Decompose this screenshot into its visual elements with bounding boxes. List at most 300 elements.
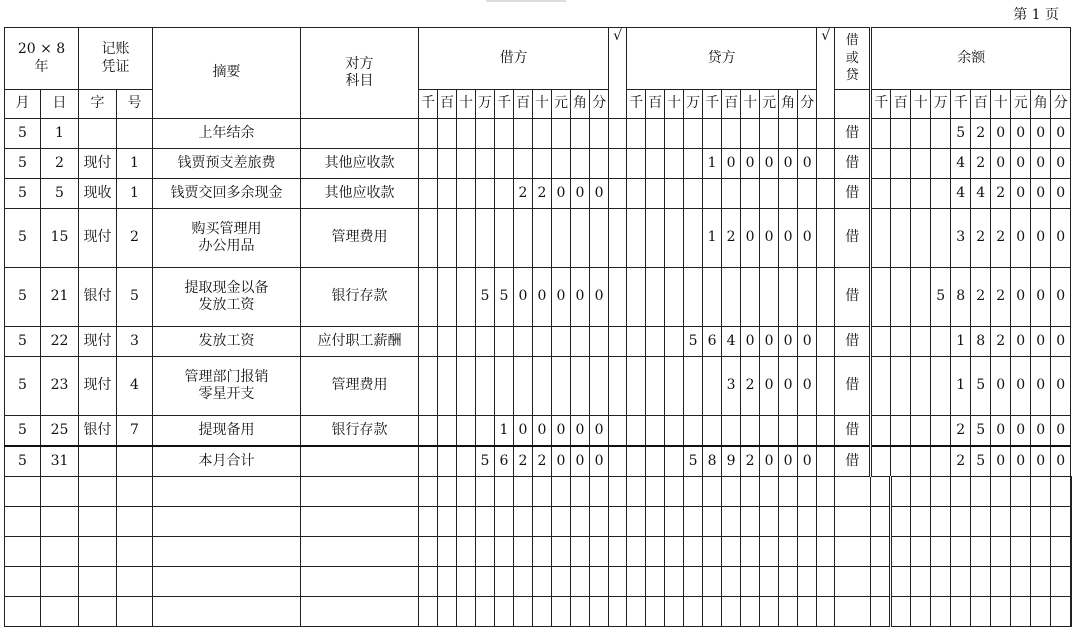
empty-cell	[741, 597, 760, 627]
check-cell-debit	[609, 209, 627, 268]
empty-cell	[722, 537, 741, 567]
empty-cell	[609, 597, 627, 627]
credit-digit	[703, 416, 722, 447]
empty-cell	[665, 597, 684, 627]
debit-digit	[533, 149, 552, 179]
direction-header: 借 或 贷	[835, 28, 871, 90]
empty-cell	[911, 567, 931, 597]
empty-cell	[798, 567, 817, 597]
empty-row	[5, 477, 1072, 507]
empty-cell	[871, 537, 891, 567]
empty-cell	[533, 597, 552, 627]
day-cell: 23	[41, 357, 79, 416]
debit-digit	[419, 446, 438, 477]
empty-cell	[646, 537, 665, 567]
credit-digit	[665, 357, 684, 416]
voucher-type-cell: 现付	[79, 149, 117, 179]
debit-digit	[419, 416, 438, 447]
credit-digit	[722, 119, 741, 149]
empty-cell	[760, 477, 779, 507]
empty-cell	[1011, 477, 1031, 507]
month-cell: 5	[5, 268, 41, 327]
day-cell: 21	[41, 268, 79, 327]
credit-digit	[722, 416, 741, 447]
debit-unit-3: 万	[476, 90, 495, 119]
balance-digit: 0	[1011, 268, 1031, 327]
credit-digit	[684, 268, 703, 327]
empty-cell	[703, 597, 722, 627]
credit-digit	[760, 268, 779, 327]
credit-digit	[646, 416, 665, 447]
credit-digit	[646, 357, 665, 416]
empty-cell	[665, 537, 684, 567]
debit-digit	[457, 179, 476, 209]
credit-digit	[684, 357, 703, 416]
balance-digit	[911, 119, 931, 149]
empty-cell	[1031, 567, 1051, 597]
empty-cell	[476, 507, 495, 537]
balance-digit: 0	[1011, 416, 1031, 447]
debit-digit	[495, 357, 514, 416]
empty-cell	[552, 477, 571, 507]
empty-cell	[153, 537, 301, 567]
check-header-debit: √	[609, 28, 627, 119]
balance-digit: 0	[1011, 446, 1031, 477]
empty-cell	[779, 537, 798, 567]
credit-unit-3: 万	[684, 90, 703, 119]
credit-unit-0: 千	[627, 90, 646, 119]
empty-cell	[552, 567, 571, 597]
empty-cell	[41, 507, 79, 537]
empty-cell	[457, 567, 476, 597]
debit-digit	[514, 119, 533, 149]
credit-digit	[627, 446, 646, 477]
empty-cell	[760, 597, 779, 627]
credit-digit	[741, 416, 760, 447]
credit-digit: 0	[741, 209, 760, 268]
credit-digit	[646, 446, 665, 477]
debit-unit-7: 元	[552, 90, 571, 119]
empty-cell	[891, 537, 911, 567]
balance-digit: 4	[951, 149, 971, 179]
credit-digit	[779, 268, 798, 327]
balance-digit: 0	[1031, 327, 1051, 357]
voucher-group-header: 记账 凭证	[79, 28, 153, 90]
balance-digit: 0	[1011, 327, 1031, 357]
balance-digit: 3	[951, 209, 971, 268]
summary-cell: 管理部门报销 零星开支	[153, 357, 301, 416]
debit-digit	[457, 268, 476, 327]
credit-digit: 8	[703, 446, 722, 477]
credit-digit	[703, 357, 722, 416]
credit-digit	[779, 416, 798, 447]
voucher-no-cell	[117, 446, 153, 477]
balance-digit	[891, 416, 911, 447]
credit-digit	[627, 179, 646, 209]
credit-digit	[760, 416, 779, 447]
empty-cell	[722, 477, 741, 507]
check-cell-credit	[817, 327, 835, 357]
balance-digit: 2	[971, 149, 991, 179]
direction-cell: 借	[835, 416, 871, 447]
empty-cell	[951, 537, 971, 567]
debit-digit	[438, 357, 457, 416]
empty-cell	[1031, 537, 1051, 567]
empty-cell	[817, 537, 835, 567]
debit-unit-9: 分	[590, 90, 609, 119]
debit-unit-6: 十	[533, 90, 552, 119]
empty-cell	[1071, 507, 1072, 537]
empty-cell	[760, 567, 779, 597]
empty-cell	[951, 567, 971, 597]
check-cell-debit	[609, 268, 627, 327]
empty-cell	[117, 507, 153, 537]
debit-digit	[514, 327, 533, 357]
debit-digit: 0	[552, 416, 571, 447]
header-row-1	[5, 28, 1072, 90]
empty-cell	[971, 567, 991, 597]
empty-cell	[817, 567, 835, 597]
empty-cell	[41, 477, 79, 507]
check-cell-credit	[817, 268, 835, 327]
check-cell-credit	[817, 209, 835, 268]
debit-digit	[476, 149, 495, 179]
empty-cell	[891, 567, 911, 597]
debit-digit	[457, 357, 476, 416]
credit-digit: 6	[703, 327, 722, 357]
debit-digit: 2	[514, 179, 533, 209]
debit-unit-4: 千	[495, 90, 514, 119]
empty-cell	[665, 477, 684, 507]
empty-cell	[741, 567, 760, 597]
balance-digit: 5	[931, 268, 951, 327]
balance-digit	[931, 209, 951, 268]
empty-cell	[514, 507, 533, 537]
empty-cell	[117, 597, 153, 627]
balance-unit-6: 十	[991, 90, 1011, 119]
empty-cell	[438, 567, 457, 597]
debit-digit	[419, 357, 438, 416]
debit-unit-5: 百	[514, 90, 533, 119]
account-cell: 其他应收款	[301, 149, 419, 179]
day-cell: 5	[41, 179, 79, 209]
empty-row	[5, 597, 1072, 627]
debit-digit	[476, 119, 495, 149]
empty-cell	[419, 477, 438, 507]
empty-cell	[931, 507, 951, 537]
voucher-no-cell: 1	[117, 179, 153, 209]
credit-digit	[741, 119, 760, 149]
empty-cell	[514, 537, 533, 567]
empty-cell	[79, 597, 117, 627]
balance-digit: 0	[1031, 119, 1051, 149]
credit-header: 贷方	[627, 28, 817, 90]
empty-cell	[495, 537, 514, 567]
debit-digit: 2	[533, 446, 552, 477]
empty-cell	[609, 507, 627, 537]
balance-digit: 0	[1031, 268, 1051, 327]
credit-digit: 0	[798, 357, 817, 416]
empty-cell	[971, 477, 991, 507]
summary-cell: 提取现金以备 发放工资	[153, 268, 301, 327]
empty-cell	[798, 537, 817, 567]
debit-digit	[590, 149, 609, 179]
empty-cell	[665, 507, 684, 537]
empty-cell	[1031, 597, 1051, 627]
credit-unit-2: 十	[665, 90, 684, 119]
debit-digit	[533, 357, 552, 416]
account-cell: 应付职工薪酬	[301, 327, 419, 357]
credit-digit	[798, 119, 817, 149]
account-cell: 管理费用	[301, 209, 419, 268]
empty-cell	[514, 597, 533, 627]
balance-digit: 0	[991, 149, 1011, 179]
check-cell-debit	[609, 179, 627, 209]
balance-digit	[871, 119, 891, 149]
empty-cell	[971, 537, 991, 567]
debit-digit: 2	[533, 179, 552, 209]
debit-digit: 0	[571, 268, 590, 327]
balance-digit: 0	[1031, 357, 1051, 416]
journal-row	[5, 179, 1072, 209]
empty-cell	[703, 477, 722, 507]
empty-cell	[627, 537, 646, 567]
voucher-type-cell	[79, 119, 117, 149]
balance-unit-8: 角	[1031, 90, 1051, 119]
debit-digit: 0	[590, 446, 609, 477]
balance-digit	[911, 446, 931, 477]
debit-digit: 0	[590, 179, 609, 209]
balance-digit	[911, 416, 931, 447]
check-cell-credit	[817, 119, 835, 149]
voucher-no-cell: 4	[117, 357, 153, 416]
balance-digit	[931, 327, 951, 357]
debit-digit: 6	[495, 446, 514, 477]
empty-cell	[951, 597, 971, 627]
direction-cell: 借	[835, 179, 871, 209]
empty-cell	[153, 597, 301, 627]
empty-cell	[627, 477, 646, 507]
empty-cell	[590, 507, 609, 537]
direction-cell: 借	[835, 357, 871, 416]
empty-cell	[495, 597, 514, 627]
empty-cell	[779, 567, 798, 597]
empty-cell	[760, 537, 779, 567]
empty-cell	[476, 477, 495, 507]
credit-digit: 0	[760, 209, 779, 268]
voucher-type-cell: 现付	[79, 357, 117, 416]
voucher-no-cell: 7	[117, 416, 153, 447]
account-cell: 银行存款	[301, 416, 419, 447]
credit-digit: 1	[703, 149, 722, 179]
debit-digit	[419, 119, 438, 149]
balance-digit	[931, 446, 951, 477]
balance-digit: 0	[1011, 179, 1031, 209]
check-cell-credit	[817, 446, 835, 477]
credit-digit: 0	[760, 327, 779, 357]
debit-digit	[438, 327, 457, 357]
empty-cell	[533, 537, 552, 567]
credit-digit	[646, 268, 665, 327]
empty-cell	[552, 597, 571, 627]
credit-digit	[760, 119, 779, 149]
debit-digit	[495, 149, 514, 179]
empty-cell	[1051, 537, 1071, 567]
debit-unit-8: 角	[571, 90, 590, 119]
balance-digit	[891, 179, 911, 209]
journal-row	[5, 357, 1072, 416]
empty-cell	[891, 597, 911, 627]
empty-cell	[1031, 477, 1051, 507]
credit-digit: 2	[722, 209, 741, 268]
debit-digit	[590, 357, 609, 416]
balance-digit: 0	[1051, 416, 1071, 447]
empty-cell	[571, 567, 590, 597]
empty-cell	[798, 597, 817, 627]
credit-digit: 2	[741, 357, 760, 416]
credit-digit	[703, 268, 722, 327]
empty-cell	[5, 507, 41, 537]
debit-digit: 0	[571, 446, 590, 477]
journal-row	[5, 209, 1072, 268]
credit-digit: 3	[722, 357, 741, 416]
balance-digit: 5	[971, 416, 991, 447]
debit-digit	[495, 327, 514, 357]
empty-cell	[79, 477, 117, 507]
empty-cell	[722, 567, 741, 597]
credit-digit	[779, 179, 798, 209]
balance-digit: 4	[951, 179, 971, 209]
credit-digit	[627, 416, 646, 447]
empty-cell	[1051, 597, 1071, 627]
empty-cell	[1071, 567, 1072, 597]
empty-cell	[117, 567, 153, 597]
check-cell-debit	[609, 446, 627, 477]
debit-digit	[438, 179, 457, 209]
balance-unit-9: 分	[1051, 90, 1071, 119]
balance-digit: 5	[971, 357, 991, 416]
journal-row	[5, 327, 1072, 357]
balance-digit	[931, 149, 951, 179]
debit-digit	[495, 119, 514, 149]
empty-cell	[5, 537, 41, 567]
debit-digit	[457, 149, 476, 179]
empty-cell	[419, 537, 438, 567]
debit-digit: 0	[533, 268, 552, 327]
balance-header: 余额	[871, 28, 1071, 90]
empty-cell	[627, 567, 646, 597]
direction-cell: 借	[835, 119, 871, 149]
empty-cell	[1031, 507, 1051, 537]
check-cell-debit	[609, 119, 627, 149]
empty-cell	[741, 507, 760, 537]
empty-cell	[41, 597, 79, 627]
month-cell: 5	[5, 209, 41, 268]
empty-cell	[722, 507, 741, 537]
summary-cell: 钱贾交回多余现金	[153, 179, 301, 209]
empty-cell	[476, 567, 495, 597]
debit-digit	[438, 209, 457, 268]
debit-digit: 0	[571, 179, 590, 209]
credit-digit: 2	[741, 446, 760, 477]
empty-cell	[5, 567, 41, 597]
month-cell: 5	[5, 327, 41, 357]
debit-digit: 0	[552, 179, 571, 209]
credit-digit	[665, 416, 684, 447]
credit-digit	[798, 268, 817, 327]
debit-digit	[590, 119, 609, 149]
balance-digit	[891, 357, 911, 416]
empty-cell	[590, 597, 609, 627]
summary-cell: 钱贾预支差旅费	[153, 149, 301, 179]
credit-digit: 0	[722, 149, 741, 179]
credit-unit-5: 百	[722, 90, 741, 119]
balance-digit: 2	[951, 446, 971, 477]
empty-cell	[835, 507, 871, 537]
voucher-no-cell: 3	[117, 327, 153, 357]
empty-cell	[684, 507, 703, 537]
empty-cell	[835, 537, 871, 567]
balance-digit: 2	[971, 268, 991, 327]
direction-cell: 借	[835, 149, 871, 179]
direction-cell: 借	[835, 446, 871, 477]
voucher-type-cell: 现付	[79, 327, 117, 357]
credit-digit	[665, 149, 684, 179]
empty-cell	[798, 477, 817, 507]
balance-digit: 0	[1011, 209, 1031, 268]
empty-cell	[1051, 477, 1071, 507]
voucher-type-cell	[79, 446, 117, 477]
empty-cell	[931, 537, 951, 567]
empty-cell	[153, 507, 301, 537]
balance-digit: 2	[971, 119, 991, 149]
balance-digit	[931, 357, 951, 416]
cash-journal-table	[4, 27, 1072, 627]
voucher-no-cell	[117, 119, 153, 149]
empty-cell	[627, 507, 646, 537]
credit-digit	[684, 119, 703, 149]
day-cell: 1	[41, 119, 79, 149]
balance-digit: 2	[991, 268, 1011, 327]
debit-digit	[590, 327, 609, 357]
check-cell-debit	[609, 357, 627, 416]
empty-cell	[1051, 567, 1071, 597]
balance-digit	[891, 446, 911, 477]
credit-digit	[665, 268, 684, 327]
empty-cell	[1011, 507, 1031, 537]
balance-unit-5: 百	[971, 90, 991, 119]
empty-cell	[871, 477, 891, 507]
balance-digit	[891, 149, 911, 179]
balance-digit	[911, 268, 931, 327]
balance-digit: 0	[1051, 119, 1071, 149]
empty-cell	[835, 567, 871, 597]
debit-digit	[457, 119, 476, 149]
check-cell-debit	[609, 416, 627, 447]
journal-row	[5, 446, 1072, 477]
summary-cell: 上年结余	[153, 119, 301, 149]
balance-digit	[871, 357, 891, 416]
empty-cell	[301, 537, 419, 567]
debit-digit	[476, 209, 495, 268]
balance-digit: 0	[1051, 179, 1071, 209]
balance-digit: 0	[1031, 416, 1051, 447]
empty-cell	[590, 477, 609, 507]
month-cell: 5	[5, 179, 41, 209]
empty-cell	[684, 567, 703, 597]
balance-digit: 8	[971, 327, 991, 357]
voucher-no-header: 号	[117, 90, 153, 119]
